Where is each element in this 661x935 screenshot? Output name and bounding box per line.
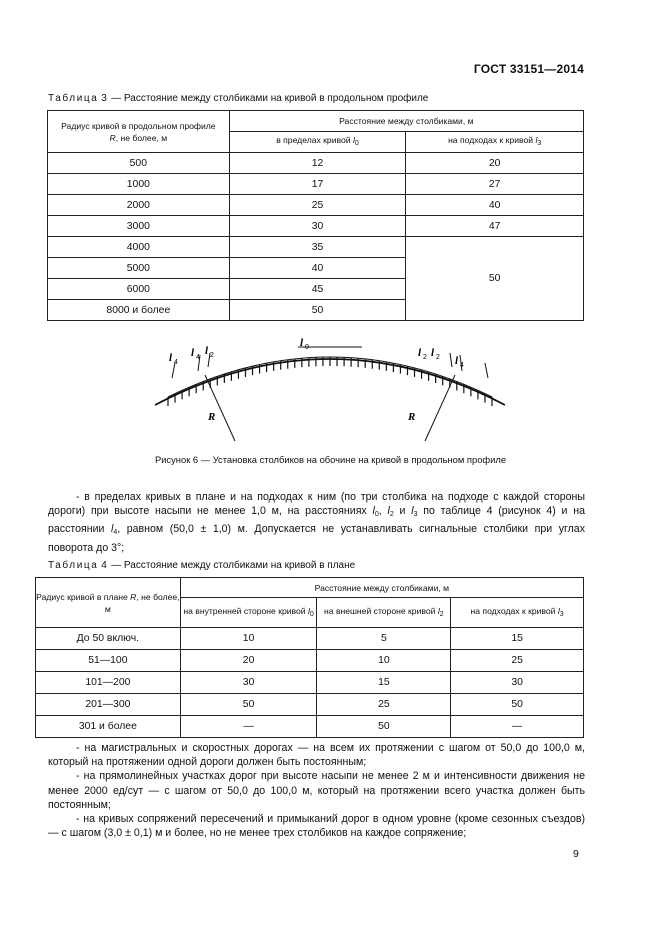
label-r-right: R <box>408 411 416 423</box>
table3-title: — Расстояние между столбиками на кривой в продольном профиле <box>111 93 429 104</box>
table3-col3-header-text: на подходах к кривой <box>448 135 534 145</box>
table-row <box>48 174 584 195</box>
table-row <box>36 694 584 716</box>
table3-col1-header <box>48 111 230 153</box>
table3-col3-symbol: l <box>535 135 538 145</box>
table4-col1-header-symbol: R <box>130 591 137 602</box>
para1-text-2: по таблице 4 (рисунок 4) и на расстоянии <box>48 505 585 536</box>
table4-cell: 101—200 <box>36 672 181 694</box>
paragraph-curves <box>48 490 585 555</box>
table4-cell: 50 <box>317 716 451 738</box>
table-row <box>36 716 584 738</box>
para1-comma: , <box>378 505 388 518</box>
table-row <box>48 237 584 258</box>
table4-cell: 30 <box>180 672 317 694</box>
table4-cell: 25 <box>317 694 451 716</box>
table-row <box>48 195 584 216</box>
table-row <box>48 153 584 174</box>
label-l2-right: l <box>418 347 422 359</box>
table3-label: Таблица <box>48 93 99 104</box>
table4-cell: 5 <box>317 628 451 650</box>
table4-group-header: Расстояние между столбиками, м <box>180 578 583 598</box>
table3-col1-header-text: Радиус кривой в продольном профиле <box>61 120 216 131</box>
table-row <box>36 672 584 694</box>
table3-cell: 8000 и более <box>48 300 230 321</box>
table4-col3-sub: 2 <box>439 610 444 618</box>
table4-cell: 10 <box>180 628 317 650</box>
table3-cell: 47 <box>406 216 584 237</box>
table3-col1-header-unit: , не более, м <box>115 132 168 143</box>
label-l4-left: l <box>169 352 173 364</box>
table4-title: — Расстояние между столбиками на кривой в плане <box>111 560 356 571</box>
table3-cell: 45 <box>229 279 406 300</box>
para1-text-1: - в пределах кривых в плане и на подходах к ним (по три столбика на подходе с каждой стороны дороги) при высоте насыпи не менее 1,0 м, на расстояниях <box>48 491 585 518</box>
table3-col3-header <box>406 132 584 153</box>
table4-cell: 201—300 <box>36 694 181 716</box>
table4-col3-symbol: l <box>437 605 440 616</box>
label-l4-left-sub: 4 <box>174 359 178 366</box>
table4-cell: 50 <box>451 694 584 716</box>
table3-cell: 3000 <box>48 216 230 237</box>
document-id: ГОСТ 33151—2014 <box>473 62 584 76</box>
table3-cell: 4000 <box>48 237 230 258</box>
table4-cell: 50 <box>180 694 317 716</box>
para1-text-3: , равном (50,0 ± 1,0) м. Допускается не устанавливать сигнальные столбики при углах поворота до 3°; <box>48 523 585 554</box>
label-l2-left-sub: 2 <box>210 352 214 359</box>
para1-sym-l4: l <box>110 523 114 536</box>
table4-col3-header <box>317 598 451 628</box>
label-l0-sub: 0 <box>305 344 309 351</box>
table3-cell: 30 <box>229 216 406 237</box>
label-l2-right-2: l <box>431 347 435 359</box>
table3-cell: 6000 <box>48 279 230 300</box>
table4-col1-header-unit: , не более, м <box>104 591 180 614</box>
table4-cell: 51—100 <box>36 650 181 672</box>
table4-cell: 10 <box>317 650 451 672</box>
bullet-item: - на магистральных и скоростных дорогах — на всем их протяжении с шагом от 50,0 до 100,0 м, который на протяжении одной дороги должен быть постоянным; <box>48 742 585 769</box>
table3-cell: 2000 <box>48 195 230 216</box>
table4-col1-header <box>36 578 181 628</box>
table4-cell: — <box>451 716 584 738</box>
label-l2-right-2-sub: 2 <box>436 354 440 361</box>
table3-col2-header <box>229 132 406 153</box>
para1-sub-3: 3 <box>413 511 418 519</box>
table3-cell: 25 <box>229 195 406 216</box>
label-r-left: R <box>208 411 216 423</box>
table3-number: 3 <box>101 93 109 104</box>
table4-col4-header-text: на подходах к кривой <box>470 605 556 616</box>
table3 <box>47 110 584 321</box>
table4-col4-sub: 3 <box>559 610 564 618</box>
table4-label: Таблица <box>48 560 99 571</box>
table3-col3-sub: 3 <box>537 140 542 147</box>
table4-col3-header-text: на внешней стороне кривой <box>324 605 436 616</box>
label-l0: l <box>300 337 304 349</box>
table-row <box>48 216 584 237</box>
table4-col2-header-text: на внутренней стороне кривой <box>183 605 306 616</box>
table3-cell: 35 <box>229 237 406 258</box>
figure6-caption: Рисунок 6 — Установка столбиков на обочине на кривой в продольном профиле <box>154 454 507 465</box>
table4-col1-header-text: Радиус кривой в плане <box>36 591 131 602</box>
table3-col2-header-text: в пределах кривой <box>276 135 351 145</box>
label-l4-left-2-sub: 4 <box>196 354 200 361</box>
para1-sym-l0: l <box>372 505 375 518</box>
para1-sub-2: 2 <box>389 511 394 519</box>
table3-col2-symbol: l <box>352 135 355 145</box>
table3-cell: 1000 <box>48 174 230 195</box>
label-l2-left: l <box>205 345 209 357</box>
table4-cell: 20 <box>180 650 317 672</box>
para1-sym-l2: l <box>387 505 390 518</box>
table3-caption <box>48 93 428 104</box>
table4-cell: 301 и более <box>36 716 181 738</box>
table4-cell: 15 <box>317 672 451 694</box>
table4-cell: 15 <box>451 628 584 650</box>
road-posts <box>168 357 492 406</box>
table3-cell: 17 <box>229 174 406 195</box>
label-l4-right: l <box>455 355 459 367</box>
table4-col2-header <box>180 598 317 628</box>
para1-and: и <box>393 505 412 518</box>
table3-col2-sub: 0 <box>354 140 359 147</box>
table4-cell: До 50 включ. <box>36 628 181 650</box>
table3-cell: 5000 <box>48 258 230 279</box>
table4-cell: 30 <box>451 672 584 694</box>
table4-col2-symbol: l <box>308 605 310 616</box>
table3-cell: 40 <box>406 195 584 216</box>
table4-col2-sub: 0 <box>309 610 314 618</box>
table3-col1-header-symbol: R <box>109 132 116 143</box>
table4-col4-header <box>451 598 584 628</box>
bullet-item: - на прямолинейных участках дорог при высоте насыпи не менее 2 м и интенсивности движения не менее 2000 ед/сут — с шагом от 50,0 до 100,0 м, который на протяжении всего участка должен быть постоянным; <box>48 770 585 811</box>
label-l2-right-sub: 2 <box>423 354 427 361</box>
para1-sub-4: 4 <box>113 529 118 537</box>
table3-cell: 500 <box>48 153 230 174</box>
table3-cell: 40 <box>229 258 406 279</box>
table4-col4-symbol: l <box>557 605 560 616</box>
table4-number: 4 <box>101 560 109 571</box>
table4 <box>35 577 584 738</box>
bullet-list <box>48 741 585 840</box>
table3-merged-cell: 50 <box>406 237 584 321</box>
para1-sub-0: 0 <box>374 511 379 519</box>
bullet-item: - на кривых сопряжений пересечений и примыканий дорог в одном уровне (кроме сезонных съездов) — с шагом (3,0 ± 0,1) м и более, но не менее трех столбиков на каждое сопряжение; <box>48 813 585 840</box>
para1-sym-l3: l <box>411 505 414 518</box>
table-row <box>36 650 584 672</box>
label-l4-right-sub: 4 <box>460 362 464 369</box>
table3-cell: 50 <box>229 300 406 321</box>
table4-cell: — <box>180 716 317 738</box>
table3-group-header: Расстояние между столбиками, м <box>229 111 583 132</box>
table4-cell: 25 <box>451 650 584 672</box>
figure6-diagram <box>150 333 510 443</box>
page-number: 9 <box>573 848 579 860</box>
label-l4-left-2: l <box>191 347 195 359</box>
table3-cell: 12 <box>229 153 406 174</box>
table3-cell: 27 <box>406 174 584 195</box>
table3-cell: 20 <box>406 153 584 174</box>
table-row <box>36 628 584 650</box>
table4-caption <box>48 560 355 571</box>
